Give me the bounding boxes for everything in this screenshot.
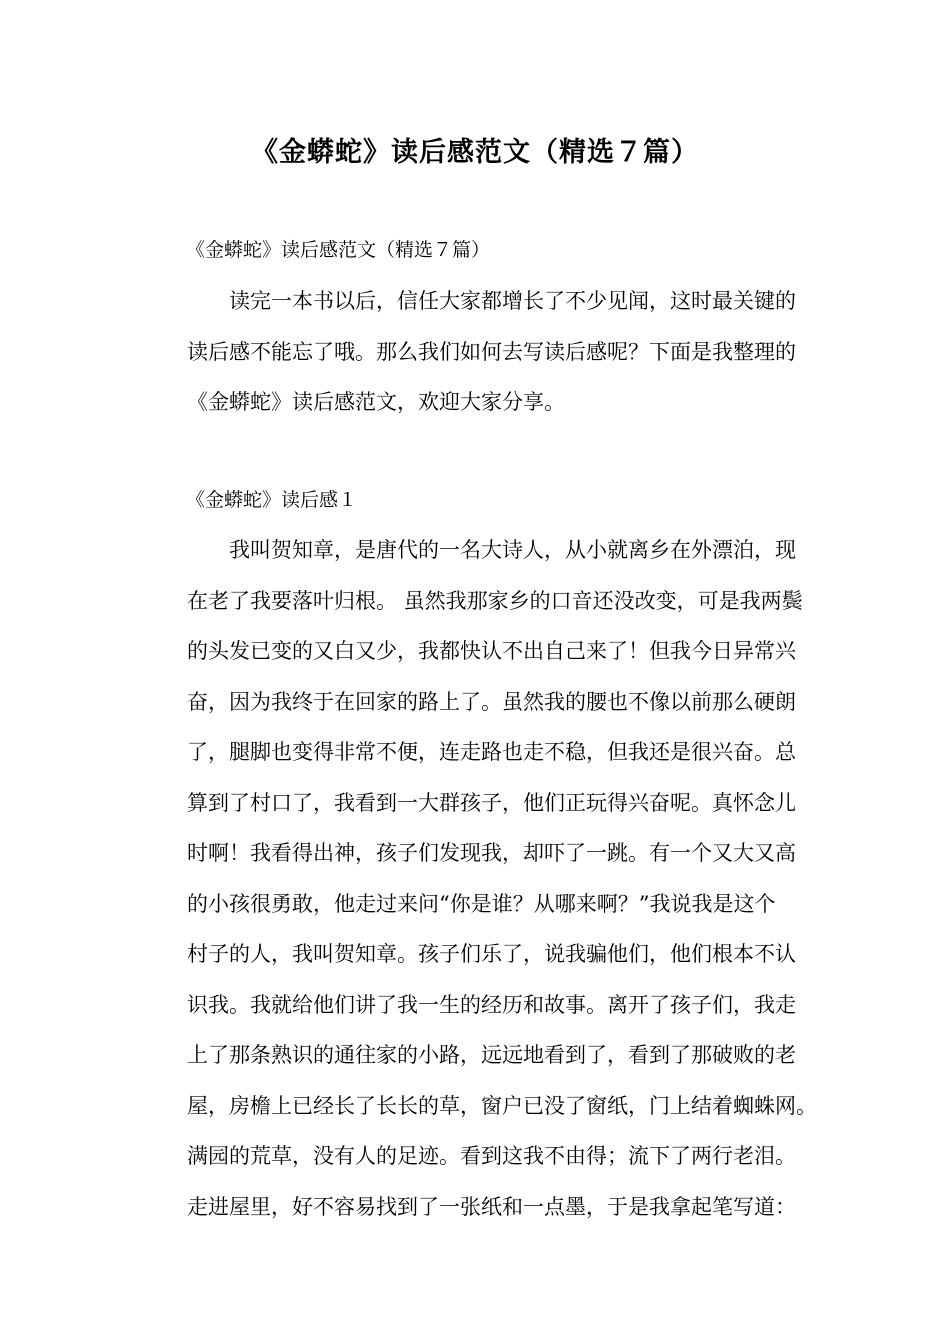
section1-line: 屋，房檐上已经长了长长的草，窗户已没了窗纸，门上结着蜘蛛网。: [187, 1093, 817, 1118]
intro-line: 读完一本书以后，信任大家都增长了不少见闻，这时最关键的: [229, 289, 796, 313]
section1-line: 时啊！我看得出神，孩子们发现我，却吓了一跳。有一个又大又高: [187, 841, 796, 865]
section1-line: 满园的荒草，没有人的足迹。看到这我不由得；流下了两行老泪。: [187, 1144, 796, 1168]
section1-line: 我叫贺知章，是唐代的一名大诗人，从小就离乡在外漂泊，现: [229, 538, 796, 562]
section1-line: 奋，因为我终于在回家的路上了。虽然我的腰也不像以前那么硬朗: [187, 689, 796, 714]
section1-line: 上了那条熟识的通往家的小路，远远地看到了，看到了那破败的老: [187, 1043, 796, 1067]
intro-line: 《金蟒蛇》读后感范文，欢迎大家分享。: [187, 390, 565, 414]
section1-line: 走进屋里，好不容易找到了一张纸和一点墨，于是我拿起笔写道：: [187, 1194, 796, 1219]
section1-line: 村子的人，我叫贺知章。孩子们乐了，说我骗他们，他们根本不认: [187, 942, 796, 966]
section1-heading-block: [145, 485, 827, 515]
section1-line: 在老了我要落叶归根。 虽然我那家乡的口音还没改变，可是我两鬓: [187, 588, 803, 613]
document-subtitle-block: [145, 235, 827, 265]
section1-heading: 《金蟒蛇》读后感１: [186, 489, 358, 511]
intro-paragraph: [145, 276, 827, 428]
intro-line: 读后感不能忘了哦。那么我们如何去写读后感呢？下面是我整理的: [187, 339, 796, 364]
section1-line: 了，腿脚也变得非常不便，连走路也走不稳，但我还是很兴奋。总: [187, 740, 796, 764]
document-title: 《金蟒蛇》读后感范文（精选７篇）: [251, 137, 699, 168]
document-subtitle: 《金蟒蛇》读后感范文（精选７篇）: [186, 239, 491, 261]
section1-paragraph: [145, 525, 827, 1232]
section1-line: 的小孩很勇敢，他走过来问“你是谁？从哪来啊？”我说我是这个: [187, 891, 776, 916]
section1-line: 的头发已变的又白又少，我都快认不出自己来了！但我今日异常兴: [187, 639, 796, 663]
section1-line: 算到了村口了，我看到一大群孩子，他们正玩得兴奋呢。真怀念儿: [187, 790, 796, 815]
section1-line: 识我。我就给他们讲了我一生的经历和故事。离开了孩子们，我走: [187, 992, 796, 1017]
